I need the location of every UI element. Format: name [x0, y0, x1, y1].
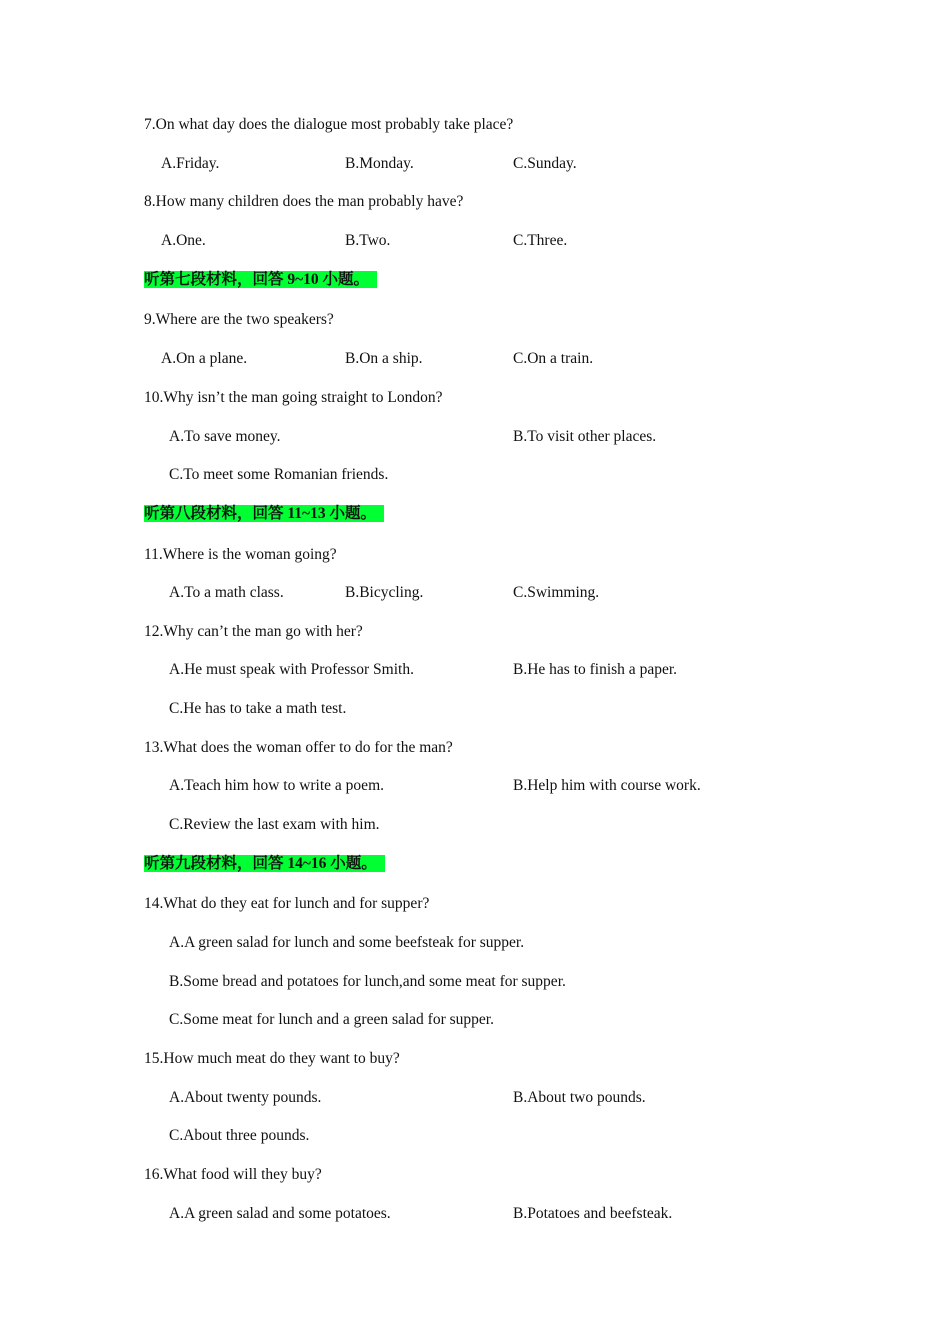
- q8-option-b: B.Two.: [345, 232, 391, 249]
- q11-option-c: C.Swimming.: [513, 584, 600, 601]
- q12-option-a: A.He must speak with Professor Smith.: [169, 661, 414, 678]
- q7-option-b: B.Monday.: [345, 155, 414, 172]
- q11-option-a: A.To a math class.: [169, 584, 284, 601]
- question-14: 14.What do they eat for lunch and for supper?: [144, 895, 430, 912]
- question-15: 15.How much meat do they want to buy?: [144, 1050, 400, 1067]
- q12-option-c: C.He has to take a math test.: [169, 700, 347, 717]
- q7-option-c: C.Sunday.: [513, 155, 577, 172]
- q15-option-b: B.About two pounds.: [513, 1089, 646, 1106]
- q14-option-c: C.Some meat for lunch and a green salad for supper.: [169, 1011, 494, 1028]
- q10-option-a: A.To save money.: [169, 428, 281, 445]
- q12-option-b: B.He has to finish a paper.: [513, 661, 678, 678]
- section-8-label: 听第八段材料，回答 11~13 小题。: [144, 505, 384, 522]
- q11-option-b: B.Bicycling.: [345, 584, 424, 601]
- q13-option-c: C.Review the last exam with him.: [169, 816, 380, 833]
- q15-option-c: C.About three pounds.: [169, 1127, 310, 1144]
- question-8: 8.How many children does the man probably have?: [144, 193, 464, 210]
- section-heading-7: [144, 270, 377, 290]
- question-7: 7.On what day does the dialogue most probably take place?: [144, 116, 514, 133]
- section-7-label: 听第七段材料，回答 9~10 小题。: [144, 271, 377, 288]
- question-11: 11.Where is the woman going?: [144, 546, 337, 563]
- question-16: 16.What food will they buy?: [144, 1166, 322, 1183]
- question-10: 10.Why isn’t the man going straight to London?: [144, 389, 443, 406]
- q8-option-c: C.Three.: [513, 232, 568, 249]
- section-heading-9: [144, 854, 385, 874]
- question-13: 13.What does the woman offer to do for the man?: [144, 739, 453, 756]
- q14-option-a: A.A green salad for lunch and some beefsteak for supper.: [169, 934, 525, 951]
- q7-option-a: A.Friday.: [161, 155, 220, 172]
- q9-option-a: A.On a plane.: [161, 350, 248, 367]
- q16-option-b: B.Potatoes and beefsteak.: [513, 1205, 673, 1222]
- q13-option-a: A.Teach him how to write a poem.: [169, 777, 384, 794]
- q9-option-c: C.On a train.: [513, 350, 594, 367]
- section-9-label: 听第九段材料，回答 14~16 小题。: [144, 855, 385, 872]
- section-heading-8: [144, 504, 384, 524]
- question-9: 9.Where are the two speakers?: [144, 311, 334, 328]
- q14-option-b: B.Some bread and potatoes for lunch,and some meat for supper.: [169, 973, 566, 990]
- q16-option-a: A.A green salad and some potatoes.: [169, 1205, 391, 1222]
- q8-option-a: A.One.: [161, 232, 206, 249]
- question-12: 12.Why can’t the man go with her?: [144, 623, 363, 640]
- q15-option-a: A.About twenty pounds.: [169, 1089, 322, 1106]
- q9-option-b: B.On a ship.: [345, 350, 423, 367]
- q10-option-b: B.To visit other places.: [513, 428, 657, 445]
- q10-option-c: C.To meet some Romanian friends.: [169, 466, 389, 483]
- q13-option-b: B.Help him with course work.: [513, 777, 701, 794]
